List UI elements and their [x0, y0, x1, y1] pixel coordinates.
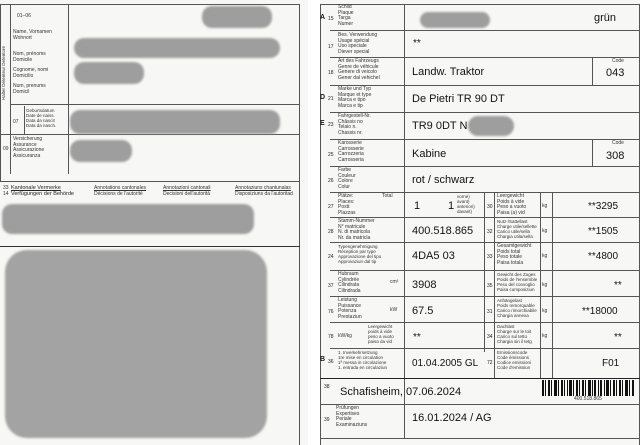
row-a-letter: A: [320, 14, 326, 21]
payload-value: **1505: [588, 226, 619, 237]
annotaziuns-rm-label: Annotaziuns chantunalas: [235, 185, 291, 191]
vehicle-code-value: 043: [606, 67, 625, 79]
row-33-number: 33: [487, 254, 493, 260]
num-33: 33: [3, 185, 9, 191]
row-37-unit: cm³: [390, 279, 399, 285]
insurance-label: Versicherung Assurance Assicurazione Assicuranza: [13, 136, 45, 159]
kantonale-vermerke-label: Kantonale Vermerke: [11, 185, 61, 191]
row-72-label: Emissionscode Code émissions Codice emissioni Code d'emissiun: [497, 350, 532, 370]
row-78-number: 78: [328, 334, 334, 340]
left-page: [0, 0, 308, 445]
color-value: rot / schwarz: [412, 174, 475, 186]
row-33-unit: kg: [542, 253, 548, 259]
special-use-value: **: [413, 38, 421, 49]
first-registration-value: 01.04.2005 GL: [412, 358, 479, 369]
redaction-address-2: [74, 62, 144, 84]
redaction-insurance: [70, 140, 132, 162]
birth-label: Geburtsdatum Date de naiss. Data da nascit Data da nasch.: [26, 108, 57, 128]
chassis-number-value: TR9 0DT N: [412, 120, 468, 132]
body-code-label: Code: [612, 140, 624, 146]
redaction-name: [202, 6, 272, 28]
row-39-number: 39: [324, 417, 330, 423]
row-78-sub-label: Leergewicht poids à vide peso a vuoto paisa da vid: [368, 324, 394, 344]
redaction-plate: [420, 12, 490, 28]
row-a-number: 15: [328, 16, 334, 22]
row-27-number: 27: [328, 204, 334, 210]
row-39-label: Prüfungen Expertises Periale Examinaziuns: [336, 405, 368, 428]
row-24-label: Typengenehmigung Réception par type Approvazione del tipo Approvaziun dal tip: [338, 244, 382, 264]
row-25-label: Karosserie Carrosserie Carrozzeria Carrosseria: [338, 140, 364, 163]
empty-weight-value: **3295: [588, 201, 619, 212]
row-d-number: 21: [328, 96, 334, 102]
row-72-number: 72: [487, 360, 493, 366]
displacement-value: 3908: [412, 279, 437, 291]
row-35-unit: kg: [542, 282, 548, 288]
row-26-label: Farbe Couleur Colore Colur: [338, 167, 356, 190]
plate-color-value: grün: [594, 12, 617, 24]
row-e-label: Fahrgestell-Nr. Châssis no Telaio n. Chassis nr.: [338, 113, 371, 136]
row-30-unit: kg: [542, 203, 548, 209]
num-label: Num, prenums Domicil: [13, 83, 46, 95]
body-value: Kabine: [412, 148, 447, 160]
seats-front-label: vorne) avant) anteriori) davant): [457, 194, 475, 214]
row-a-label: Schild Plaque Targa Numer: [338, 4, 354, 27]
num-14: 14: [3, 191, 9, 197]
row-d-label: Marke und Typ Marque et type Marca e tipo Marca e tip: [338, 86, 372, 109]
power-value: 67.5: [412, 305, 434, 317]
row-b-label: 1. Inverkehrsetzung 1re mise en circulation 1ª messa in circolazione 1. entrada en circulaziun: [338, 350, 388, 370]
row-b-letter: B: [320, 356, 326, 363]
decisions-fr-label: Décisions de l'autorité: [94, 191, 143, 197]
row-34-number: 34: [487, 334, 493, 340]
row-37-label: Hubraum Cylindrée Cilindrata Cilindrada: [338, 271, 361, 294]
disposiziuns-rm-label: Disposiziuns da l'autoritad: [235, 191, 293, 197]
row-34-unit: kg: [542, 333, 548, 339]
row-34-label: Dachlast Charge sur le toit Carico sul tetto Chargia sin il tetg: [497, 324, 532, 344]
redaction-remarks: [2, 204, 254, 234]
decisioni-it-label: Decisioni dell'autorità: [163, 191, 211, 197]
row-28-label: Stamm-Nummer N° matricule N. di matricola Nr. da matricla: [338, 218, 375, 241]
annotazioni-it-label: Annotazioni cantonali: [163, 185, 211, 191]
redaction-remarks-large: [5, 250, 267, 438]
name-label: Name, Vornamen Wohnort: [13, 29, 52, 41]
redaction-chassis: [468, 116, 514, 136]
insurance-number: 09: [3, 146, 9, 152]
date-label: 01–06: [17, 13, 31, 19]
row-26-number: 26: [328, 178, 334, 184]
row-32-number: 32: [487, 229, 493, 235]
row-38-number: 38: [324, 384, 330, 390]
row-32-label: Nutz-/Sattellast Charge utile/sellette Carico utile/sella Chargia utila/sella: [497, 219, 537, 239]
seats-total-value: 1: [414, 200, 421, 212]
row-32-unit: kg: [542, 228, 548, 234]
redaction-address: [74, 38, 280, 58]
row-31-number: 31: [487, 309, 493, 315]
annotations-fr-label: Annotations cantonales: [94, 185, 146, 191]
row-27-total-label: Total: [382, 193, 393, 199]
birth-number: 07: [13, 119, 19, 125]
vehicle-type-value: Landw. Traktor: [412, 66, 485, 78]
row-31-unit: kg: [542, 308, 548, 314]
row-b-number: 36: [328, 359, 334, 365]
verfuegungen-label: Verfügungen der Behörde: [11, 191, 74, 197]
emission-code-value: F01: [602, 358, 620, 369]
row-78-label: kW/kg: [338, 333, 352, 339]
row-24-number: 24: [328, 254, 334, 260]
redaction-birthdate: [70, 110, 280, 134]
row-18-number: 18: [328, 70, 334, 76]
train-weight-value: **: [614, 280, 622, 291]
row-27-label: Plätze: Places: Posti: Plazzas: [338, 193, 356, 216]
body-code-value: 308: [606, 150, 625, 162]
cognome-label: Cognome, nomi Domicilio: [13, 67, 49, 79]
row-31-label: Anhängelast Poids remorquable Carico rimorchiabile Chargia annexa: [497, 298, 537, 318]
row-d-letter: D: [320, 94, 326, 101]
row-37-number: 37: [328, 283, 334, 289]
nom-label: Nom, prénoms Domicile: [13, 51, 46, 63]
row-35-number: 35: [487, 283, 493, 289]
power-weight-value: **: [413, 332, 421, 343]
vehicle-code-label: Code: [612, 58, 624, 64]
row-28-number: 28: [328, 229, 334, 235]
row-30-number: 30: [487, 204, 493, 210]
row-e-number: 23: [328, 122, 334, 128]
row-18-label: Art des Fahrzeugs Genre de véhicule Genere di veicolo Gener dal vehichel: [338, 58, 380, 81]
total-weight-value: **4800: [588, 251, 619, 262]
seats-front-value: 1: [448, 200, 455, 212]
type-approval-value: 4DA5 03: [412, 250, 455, 262]
row-35-label: Gewicht des Zuges Poids de l'ensemble Peso del convoglio Paisa cumposiziun: [497, 272, 538, 292]
right-page: [320, 0, 640, 445]
towing-weight-value: **18000: [582, 306, 618, 317]
matriculation-number-value: 400.518.865: [412, 225, 474, 237]
row-76-unit: kW: [390, 307, 398, 313]
issue-place-date-value: Schafisheim, 07.06.2024: [340, 386, 462, 398]
holder-vertical-label: Halter Détenteur Detentore: [1, 45, 6, 100]
row-76-number: 76: [328, 309, 334, 315]
row-33-label: Gesamtgewicht Poids total Peso totale Paisa totala: [497, 243, 532, 266]
row-17-number: 17: [328, 44, 334, 50]
row-76-label: Leistung Puissance Potenza Prestaziun: [338, 297, 362, 320]
inspection-value: 16.01.2024 / AG: [412, 412, 492, 424]
make-model-value: De Pietri TR 90 DT: [412, 93, 505, 105]
barcode: [542, 380, 636, 396]
roof-load-value: **: [614, 332, 622, 343]
row-e-letter: E: [320, 120, 325, 127]
row-17-label: Bes. Verwendung Usage spécial Uso speciale Diever special: [338, 32, 378, 55]
row-30-label: Leergewicht Poids à vide Peso a vuoto Paisa (a) vid: [497, 193, 527, 216]
row-25-number: 25: [328, 152, 334, 158]
barcode-number: 400.518.865: [574, 396, 602, 402]
